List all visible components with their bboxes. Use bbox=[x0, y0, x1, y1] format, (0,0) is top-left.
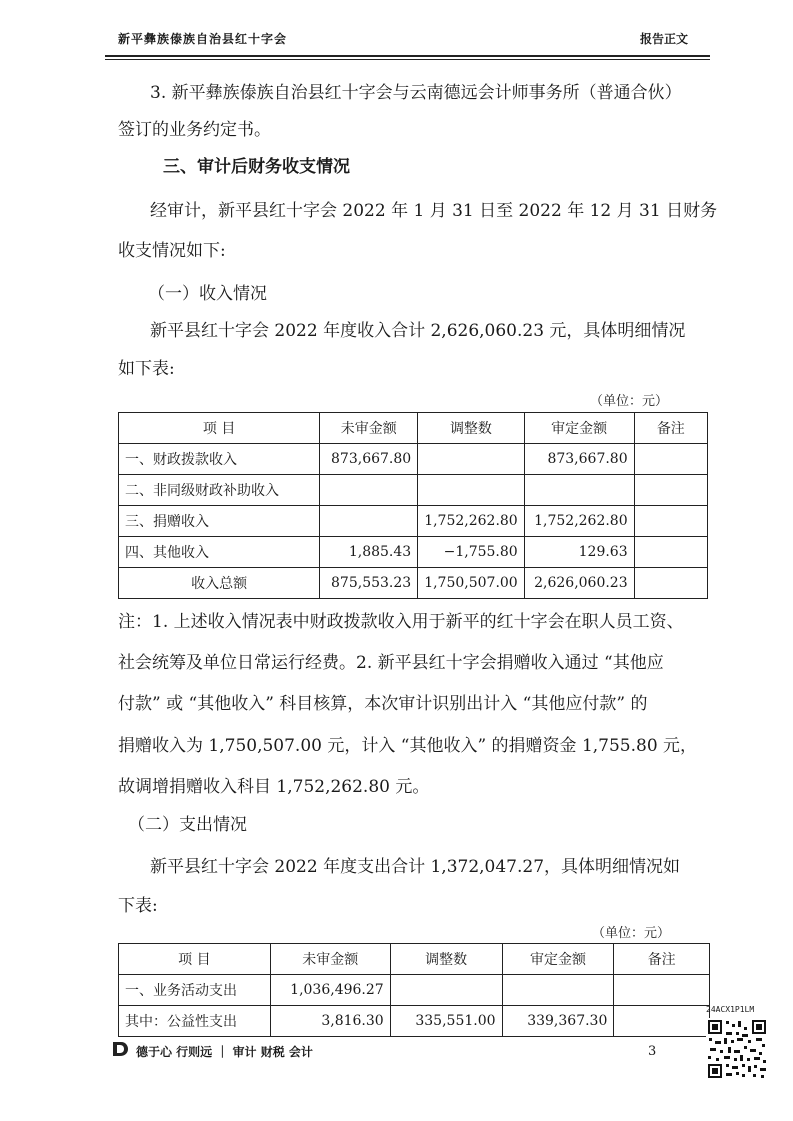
table-cell bbox=[634, 475, 707, 506]
table-header-cell: 未审金额 bbox=[320, 413, 418, 444]
table-row bbox=[119, 1006, 710, 1037]
table-header-row bbox=[119, 413, 708, 444]
header-rule bbox=[105, 55, 710, 57]
note-line: 社会统筹及单位日常运行经费。2. 新平县红十字会捐赠收入通过 “其他应 bbox=[118, 653, 664, 673]
qr-code-label: 24ACX1P1LM bbox=[706, 1005, 755, 1014]
table-header-cell: 未审金额 bbox=[270, 944, 390, 975]
paragraph: 新平县红十字会 2022 年度支出合计 1,372,047.27，具体明细情况如 bbox=[150, 857, 681, 877]
table-cell: 335,551.00 bbox=[390, 1006, 502, 1037]
table-cell bbox=[418, 475, 525, 506]
table-cell: 1,036,496.27 bbox=[270, 975, 390, 1006]
section-heading: 三、审计后财务收支情况 bbox=[163, 157, 350, 177]
page-number: 3 bbox=[648, 1044, 657, 1059]
paragraph: 收支情况如下: bbox=[118, 241, 226, 261]
table-cell bbox=[634, 506, 707, 537]
unit-label: （单位：元） bbox=[592, 926, 671, 941]
note-line: 捐赠收入为 1,750,507.00 元，计入 “其他收入” 的捐赠资金 1,755.80 元， bbox=[118, 736, 698, 756]
qr-code-icon bbox=[706, 1018, 768, 1080]
income-table bbox=[118, 412, 708, 599]
table-row bbox=[119, 506, 708, 537]
footer-slogan: 德于心 行则远 ｜ 审计 财税 会计 bbox=[136, 1045, 313, 1059]
table-cell bbox=[320, 506, 418, 537]
table-header-cell: 调整数 bbox=[390, 944, 502, 975]
subsection-heading: （二）支出情况 bbox=[128, 815, 247, 835]
paragraph: 新平县红十字会 2022 年度收入合计 2,626,060.23 元，具体明细情况 bbox=[150, 321, 686, 341]
table-cell: 1,752,262.80 bbox=[524, 506, 634, 537]
table-cell bbox=[634, 568, 707, 599]
note-line: 注：1. 上述收入情况表中财政拨款收入用于新平的红十字会在职人员工资、 bbox=[118, 612, 684, 632]
header-rule-thin bbox=[105, 59, 710, 60]
table-header-cell: 审定金额 bbox=[524, 413, 634, 444]
note-line: 故调增捐赠收入科目 1,752,262.80 元。 bbox=[118, 777, 430, 797]
table-cell: 875,553.23 bbox=[320, 568, 418, 599]
table-cell: 1,750,507.00 bbox=[418, 568, 525, 599]
table-header-cell: 项 目 bbox=[119, 944, 271, 975]
table-cell: 3,816.30 bbox=[270, 1006, 390, 1037]
note-line: 付款” 或 “其他收入” 科目核算，本次审计识别出计入 “其他应付款” 的 bbox=[118, 694, 648, 714]
table-cell: −1,755.80 bbox=[418, 537, 525, 568]
table-header-cell: 备注 bbox=[634, 413, 707, 444]
table-cell: 三、捐赠收入 bbox=[119, 506, 320, 537]
table-cell bbox=[390, 975, 502, 1006]
paragraph: 下表: bbox=[118, 896, 158, 916]
table-cell bbox=[502, 975, 614, 1006]
table-row-total bbox=[119, 568, 708, 599]
table-cell bbox=[614, 1006, 710, 1037]
table-cell: 873,667.80 bbox=[524, 444, 634, 475]
paragraph: 经审计，新平县红十字会 2022 年 1 月 31 日至 2022 年 12 月 31 日财务 bbox=[150, 201, 718, 221]
table-header-cell: 审定金额 bbox=[502, 944, 614, 975]
table-header-cell: 项 目 bbox=[119, 413, 320, 444]
table-header-row bbox=[119, 944, 710, 975]
table-cell: 其中：公益性支出 bbox=[119, 1006, 271, 1037]
table-cell bbox=[614, 975, 710, 1006]
table-row bbox=[119, 444, 708, 475]
table-cell bbox=[634, 537, 707, 568]
table-cell: 339,367.30 bbox=[502, 1006, 614, 1037]
table-row bbox=[119, 537, 708, 568]
table-cell bbox=[634, 444, 707, 475]
table-row bbox=[119, 475, 708, 506]
table-cell: 873,667.80 bbox=[320, 444, 418, 475]
unit-label: （单位：元） bbox=[590, 394, 669, 409]
table-header-cell: 调整数 bbox=[418, 413, 525, 444]
expense-table bbox=[118, 943, 710, 1037]
table-cell: 一、业务活动支出 bbox=[119, 975, 271, 1006]
table-cell: 一、财政拨款收入 bbox=[119, 444, 320, 475]
table-cell: 1,752,262.80 bbox=[418, 506, 525, 537]
header-org: 新平彝族傣族自治县红十字会 bbox=[118, 32, 288, 46]
table-cell bbox=[418, 444, 525, 475]
table-cell bbox=[320, 475, 418, 506]
table-cell: 四、其他收入 bbox=[119, 537, 320, 568]
table-cell: 二、非同级财政补助收入 bbox=[119, 475, 320, 506]
table-cell bbox=[524, 475, 634, 506]
table-row bbox=[119, 975, 710, 1006]
paragraph: 如下表: bbox=[118, 359, 175, 379]
paragraph: 3. 新平彝族傣族自治县红十字会与云南德远会计师事务所（普通合伙） bbox=[150, 83, 682, 103]
table-cell: 2,626,060.23 bbox=[524, 568, 634, 599]
firm-logo-icon bbox=[112, 1040, 130, 1058]
table-cell: 1,885.43 bbox=[320, 537, 418, 568]
table-cell: 收入总额 bbox=[119, 568, 320, 599]
table-header-cell: 备注 bbox=[614, 944, 710, 975]
table-cell: 129.63 bbox=[524, 537, 634, 568]
subsection-heading: （一）收入情况 bbox=[148, 284, 267, 304]
paragraph: 签订的业务约定书。 bbox=[118, 120, 271, 140]
header-doc-type: 报告正文 bbox=[640, 32, 689, 46]
